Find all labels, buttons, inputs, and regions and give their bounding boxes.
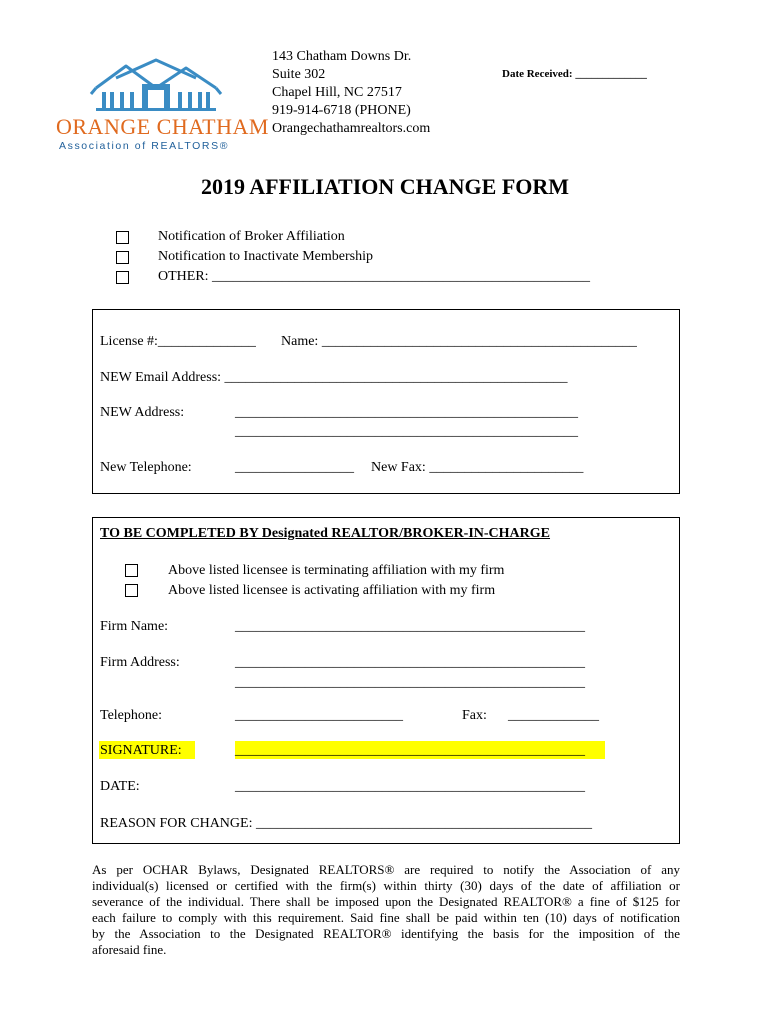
- other-checkbox[interactable]: [116, 271, 129, 284]
- firm-fax-label: Fax:: [462, 708, 487, 723]
- broker-affiliation-checkbox[interactable]: [116, 231, 129, 244]
- bylaws-line: by the Association to the Designated REALTOR® identifying the basis for the imposition of the: [92, 926, 680, 941]
- address-line: Suite 302: [272, 67, 326, 82]
- firm-address-line-1[interactable]: __________________________________________________: [235, 655, 585, 670]
- firm-address-line-2[interactable]: __________________________________________________: [235, 675, 585, 690]
- new-address-label: NEW Address:: [100, 405, 185, 420]
- date-received-label: Date Received:: [502, 68, 573, 80]
- date-received: [502, 68, 647, 80]
- firm-telephone-field[interactable]: ________________________: [235, 708, 403, 723]
- inactivate-membership-checkbox[interactable]: [116, 251, 129, 264]
- bylaws-line: As per OCHAR Bylaws, Designated REALTORS® are required to notify the Association of any: [92, 862, 680, 877]
- address-line: 143 Chatham Downs Dr.: [272, 49, 412, 64]
- logo-sub-text: Association of REALTORS®: [59, 140, 230, 152]
- firm-fax-field[interactable]: _____________: [508, 708, 599, 723]
- license-field[interactable]: License #:______________: [100, 334, 256, 349]
- bylaws-line: each failure to comply with this requirement. Said fine shall be paid within ten (10) days of notification: [92, 910, 680, 925]
- logo-main-text: ORANGE CHATHAM: [56, 114, 269, 139]
- name-field[interactable]: Name: _____________________________________________: [281, 334, 637, 349]
- new-fax-field[interactable]: New Fax: ______________________: [371, 460, 584, 475]
- form-title: 2019 AFFILIATION CHANGE FORM: [200, 174, 570, 199]
- option-broker-affiliation: Notification of Broker Affiliation: [158, 229, 345, 244]
- address-block: [272, 48, 430, 138]
- activating-checkbox[interactable]: [125, 584, 138, 597]
- bylaws-line: individual(s) licensed or certified with the firm(s) within thirty (30) days of the date of affiliation or: [92, 878, 680, 893]
- option-activating: Above listed licensee is activating affiliation with my firm: [168, 583, 496, 598]
- address-line: Orangechathamrealtors.com: [272, 121, 431, 136]
- new-telephone-label: New Telephone:: [100, 460, 192, 475]
- terminating-checkbox[interactable]: [125, 564, 138, 577]
- signature-field[interactable]: __________________________________________________: [235, 743, 585, 758]
- date-label: DATE:: [100, 779, 140, 794]
- date-field[interactable]: __________________________________________________: [235, 779, 585, 794]
- new-address-line-1[interactable]: _________________________________________________: [235, 405, 578, 420]
- firm-name-label: Firm Name:: [100, 619, 169, 634]
- firm-name-field[interactable]: __________________________________________________: [235, 619, 585, 634]
- new-address-line-2[interactable]: _________________________________________________: [235, 424, 578, 439]
- bylaws-paragraph: [92, 862, 680, 958]
- bylaws-line: aforesaid fine.: [92, 942, 167, 957]
- orange-chatham-logo: [56, 58, 269, 153]
- address-line: Chapel Hill, NC 27517: [272, 85, 402, 100]
- firm-telephone-label: Telephone:: [100, 708, 162, 723]
- new-email-field[interactable]: NEW Email Address: _________________________________________________: [100, 370, 568, 385]
- reason-for-change-field[interactable]: REASON FOR CHANGE: ________________________________________________: [100, 816, 592, 831]
- firm-address-label: Firm Address:: [100, 655, 180, 670]
- broker-section-heading: TO BE COMPLETED BY Designated REALTOR/BROKER-IN-CHARGE: [100, 526, 551, 541]
- new-telephone-field[interactable]: _________________: [235, 460, 354, 475]
- signature-label: SIGNATURE:: [100, 743, 182, 758]
- bylaws-line: severance of the individual. There shall be imposed upon the Designated REALTOR® a fine of $125 for: [92, 894, 680, 909]
- address-line: 919-914-6718 (PHONE): [272, 103, 411, 118]
- option-inactivate-membership: Notification to Inactivate Membership: [158, 249, 373, 264]
- option-other[interactable]: OTHER: ______________________________________________________: [158, 269, 591, 284]
- date-received-field[interactable]: _____________: [575, 68, 647, 80]
- option-terminating: Above listed licensee is terminating affiliation with my firm: [168, 563, 505, 578]
